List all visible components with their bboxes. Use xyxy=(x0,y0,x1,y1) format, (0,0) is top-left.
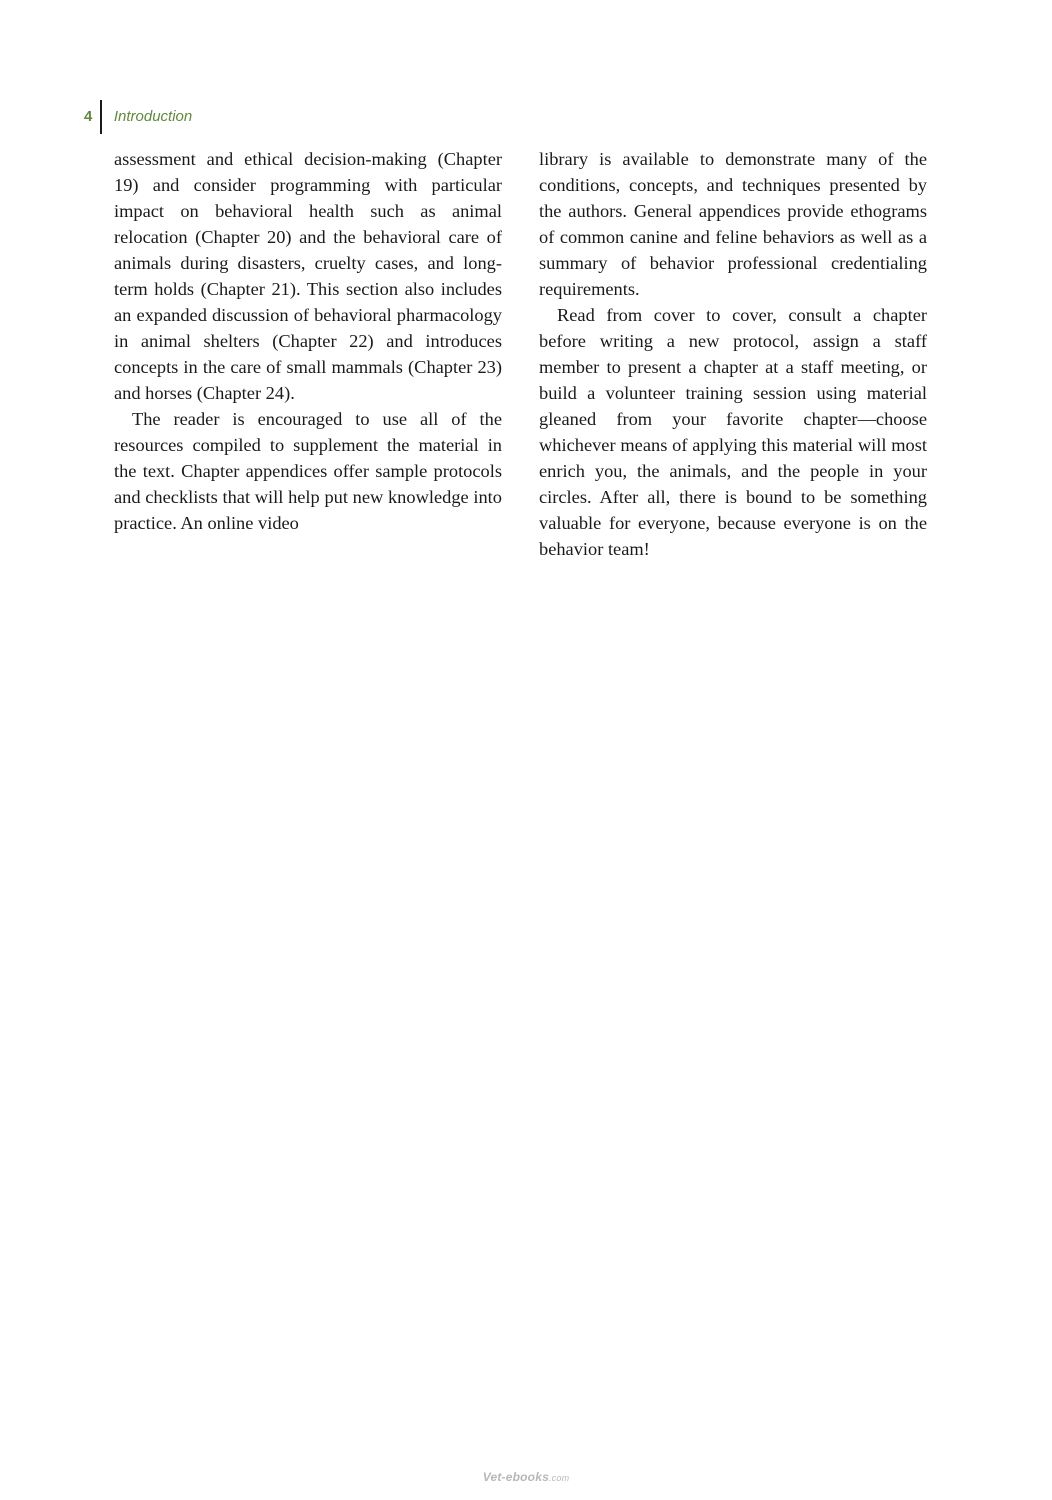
watermark-text: Vet-ebooks xyxy=(482,1470,549,1484)
left-column xyxy=(114,146,502,536)
page-number: 4 xyxy=(84,108,93,125)
watermark-suffix: .com xyxy=(548,1473,570,1483)
body-paragraph: The reader is encouraged to use all of the resources compiled to supplement the material in the text. Chapter appendices offer sample protocols and checklists that will help put new knowledge into practice. An online video xyxy=(114,409,502,533)
header-divider xyxy=(100,100,102,134)
running-head xyxy=(84,100,192,134)
body-paragraph: library is available to demonstrate many of the conditions, concepts, and techniques presented by the authors. General appendices provide ethograms of common canine and feline behaviors as well as a summary of behavior professional credentialing requirements. xyxy=(539,149,927,299)
watermark-logo xyxy=(0,1470,1052,1484)
right-column xyxy=(539,146,927,562)
section-title: Introduction xyxy=(113,108,193,125)
body-paragraph: Read from cover to cover, consult a chapter before writing a new protocol, assign a staff member to present a chapter at a staff meeting, or build a volunteer training session using material gleaned from your favorite chapter—choose whichever means of applying this material will most enrich you, the animals, and the people in your circles. After all, there is bound to be something valuable for everyone, because everyone is on the behavior team! xyxy=(539,305,927,559)
body-paragraph: assessment and ethical decision-making (Chapter 19) and consider programming with particular impact on behavioral health such as animal relocation (Chapter 20) and the behavioral care of animals during disasters, cruelty cases, and long-term holds (Chapter 21). This section also includes an expanded discussion of behavioral pharmacology in animal shelters (Chapter 22) and introduces concepts in the care of small mammals (Chapter 23) and horses (Chapter 24). xyxy=(114,149,502,403)
